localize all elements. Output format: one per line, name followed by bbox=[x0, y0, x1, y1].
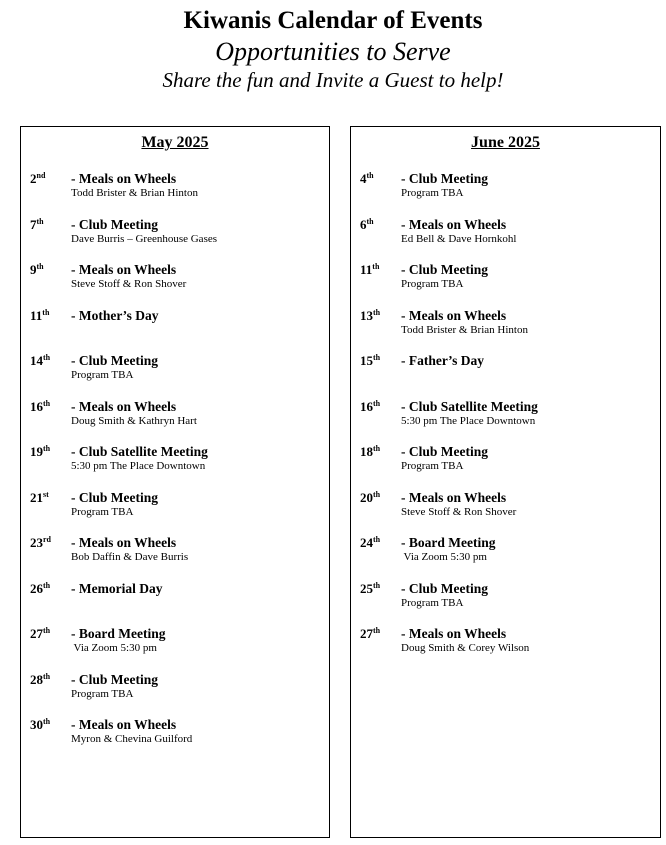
event-day-number: 16 bbox=[30, 398, 43, 414]
calendar-event bbox=[351, 489, 660, 535]
event-title: - Board Meeting bbox=[71, 626, 166, 641]
event-day-number: 27 bbox=[30, 626, 43, 641]
calendar-event bbox=[351, 580, 660, 626]
event-detail: Program TBA bbox=[401, 278, 464, 290]
event-detail: Program TBA bbox=[71, 505, 134, 518]
event-date bbox=[30, 170, 45, 187]
event-day-number: 28 bbox=[30, 671, 43, 687]
document-header bbox=[0, 6, 666, 93]
event-detail: Doug Smith & Kathryn Hart bbox=[71, 414, 197, 427]
event-date bbox=[360, 443, 380, 460]
event-day-number: 21 bbox=[30, 489, 43, 505]
calendar-event bbox=[21, 716, 329, 762]
calendar-event bbox=[21, 489, 329, 535]
event-detail: Todd Brister & Brian Hinton bbox=[401, 323, 528, 336]
event-list bbox=[351, 170, 660, 671]
event-detail: Bob Daffin & Dave Burris bbox=[71, 551, 189, 563]
event-title: - Father’s Day bbox=[401, 353, 484, 368]
event-list bbox=[21, 170, 329, 762]
event-date bbox=[360, 489, 380, 506]
event-date bbox=[360, 580, 380, 597]
calendar-event bbox=[21, 671, 329, 717]
event-detail: Via Zoom 5:30 pm bbox=[71, 642, 157, 654]
event-day-suffix: th bbox=[373, 535, 381, 544]
event-date bbox=[30, 580, 50, 597]
calendar-event bbox=[21, 261, 329, 307]
event-day-suffix: th bbox=[43, 398, 51, 408]
event-day-suffix: th bbox=[43, 717, 51, 726]
event-day-suffix: th bbox=[43, 671, 51, 681]
event-date bbox=[30, 398, 50, 415]
event-day-suffix: th bbox=[36, 262, 44, 271]
event-title: - Meals on Wheels bbox=[401, 216, 507, 232]
event-day-number: 7 bbox=[30, 216, 37, 232]
event-day-number: 2 bbox=[30, 171, 37, 186]
event-day-suffix: th bbox=[373, 489, 381, 499]
event-date bbox=[30, 625, 50, 642]
event-day-number: 18 bbox=[360, 444, 373, 459]
event-day-number: 11 bbox=[30, 307, 43, 323]
calendar-event bbox=[21, 443, 329, 489]
event-day-number: 23 bbox=[30, 535, 43, 550]
event-detail: Dave Burris – Greenhouse Gases bbox=[71, 232, 218, 245]
calendar-event bbox=[21, 170, 329, 216]
calendar-event bbox=[351, 170, 660, 216]
event-detail: 5:30 pm The Place Downtown bbox=[71, 460, 206, 472]
event-date bbox=[360, 625, 380, 642]
calendar-event bbox=[351, 625, 660, 671]
event-date bbox=[30, 534, 51, 551]
event-date bbox=[30, 716, 50, 733]
event-detail: Steve Stoff & Ron Shover bbox=[71, 278, 187, 290]
event-detail: Todd Brister & Brian Hinton bbox=[71, 187, 198, 199]
event-title: - Club Meeting bbox=[401, 171, 488, 186]
calendar-event bbox=[351, 534, 660, 580]
event-detail: Program TBA bbox=[401, 596, 464, 609]
event-day-number: 26 bbox=[30, 580, 43, 596]
event-detail: Program TBA bbox=[71, 369, 134, 381]
event-title: - Memorial Day bbox=[71, 580, 163, 596]
event-date bbox=[30, 261, 44, 278]
event-detail: Program TBA bbox=[401, 460, 464, 472]
event-day-suffix: rd bbox=[43, 535, 51, 544]
month-column-june bbox=[350, 126, 661, 838]
event-day-number: 15 bbox=[360, 353, 373, 368]
calendar-event bbox=[21, 398, 329, 444]
calendar-event bbox=[351, 307, 660, 353]
event-day-suffix: th bbox=[373, 353, 381, 362]
event-date bbox=[30, 307, 49, 324]
event-date bbox=[360, 307, 380, 324]
event-title: - Club Meeting bbox=[71, 353, 158, 368]
event-day-number: 13 bbox=[360, 307, 373, 323]
calendar-event bbox=[21, 534, 329, 580]
event-day-number: 25 bbox=[360, 580, 373, 596]
event-title: - Club Meeting bbox=[71, 216, 158, 232]
event-date bbox=[360, 216, 374, 233]
calendar-event bbox=[21, 625, 329, 671]
event-day-number: 9 bbox=[30, 262, 37, 277]
event-title: - Club Satellite Meeting bbox=[71, 444, 208, 459]
event-title: - Meals on Wheels bbox=[71, 398, 177, 414]
calendar-event bbox=[21, 580, 329, 626]
event-title: - Mother’s Day bbox=[71, 307, 159, 323]
calendar-event bbox=[351, 443, 660, 489]
event-date bbox=[30, 443, 50, 460]
event-date bbox=[360, 261, 379, 278]
event-day-suffix: th bbox=[43, 444, 51, 453]
calendar-event bbox=[351, 216, 660, 262]
event-day-suffix: th bbox=[373, 444, 381, 453]
event-day-number: 4 bbox=[360, 171, 367, 186]
document-tagline: Share the fun and Invite a Guest to help! bbox=[162, 68, 504, 92]
event-day-suffix: th bbox=[373, 398, 381, 408]
event-day-suffix: th bbox=[372, 262, 380, 271]
event-detail: Steve Stoff & Ron Shover bbox=[401, 505, 517, 518]
event-title: - Club Satellite Meeting bbox=[401, 398, 538, 414]
event-date bbox=[360, 352, 380, 369]
calendar-event bbox=[21, 307, 329, 353]
calendar-event bbox=[21, 216, 329, 262]
event-day-number: 27 bbox=[360, 626, 373, 641]
calendar-event bbox=[21, 352, 329, 398]
event-detail: Myron & Chevina Guilford bbox=[71, 733, 193, 745]
event-day-number: 14 bbox=[30, 353, 43, 368]
event-day-number: 11 bbox=[360, 262, 373, 277]
event-title: - Club Meeting bbox=[401, 262, 488, 277]
event-detail: Ed Bell & Dave Hornkohl bbox=[401, 232, 517, 245]
event-title: - Meals on Wheels bbox=[401, 626, 507, 641]
event-day-number: 20 bbox=[360, 489, 373, 505]
event-title: - Club Meeting bbox=[401, 580, 488, 596]
event-title: - Meals on Wheels bbox=[71, 171, 177, 186]
event-date bbox=[360, 534, 380, 551]
event-day-suffix: th bbox=[43, 626, 51, 635]
event-title: - Club Meeting bbox=[401, 444, 488, 459]
event-title: - Meals on Wheels bbox=[401, 307, 507, 323]
event-detail: Via Zoom 5:30 pm bbox=[401, 551, 487, 563]
event-day-number: 19 bbox=[30, 444, 43, 459]
event-title: - Club Meeting bbox=[71, 671, 158, 687]
event-date bbox=[360, 398, 380, 415]
event-title: - Board Meeting bbox=[401, 535, 496, 550]
event-day-suffix: th bbox=[43, 580, 51, 590]
event-day-suffix: nd bbox=[36, 171, 46, 180]
event-day-number: 30 bbox=[30, 717, 43, 732]
event-date bbox=[30, 489, 49, 506]
event-title: - Meals on Wheels bbox=[71, 262, 177, 277]
event-detail: Doug Smith & Corey Wilson bbox=[401, 642, 530, 654]
event-date bbox=[30, 671, 50, 688]
event-day-number: 6 bbox=[360, 216, 367, 232]
calendar-event bbox=[351, 352, 660, 398]
event-date bbox=[30, 352, 50, 369]
document-title: Kiwanis Calendar of Events bbox=[183, 7, 483, 34]
document-subtitle: Opportunities to Serve bbox=[215, 37, 451, 66]
event-day-number: 24 bbox=[360, 535, 373, 550]
event-title: - Club Meeting bbox=[71, 489, 158, 505]
event-detail: 5:30 pm The Place Downtown bbox=[401, 414, 536, 427]
event-day-suffix: st bbox=[43, 489, 49, 499]
event-day-suffix: th bbox=[366, 171, 374, 180]
month-heading: June 2025 bbox=[471, 134, 540, 151]
month-heading: May 2025 bbox=[141, 134, 209, 151]
event-day-suffix: th bbox=[43, 353, 51, 362]
event-date bbox=[30, 216, 44, 233]
event-day-suffix: th bbox=[373, 580, 381, 590]
event-title: - Meals on Wheels bbox=[401, 489, 507, 505]
event-day-suffix: th bbox=[373, 307, 381, 317]
event-day-suffix: th bbox=[366, 216, 374, 226]
event-day-suffix: th bbox=[373, 626, 381, 635]
calendar-event bbox=[351, 398, 660, 444]
event-title: - Meals on Wheels bbox=[71, 717, 177, 732]
event-day-suffix: th bbox=[42, 307, 50, 317]
event-day-number: 16 bbox=[360, 398, 373, 414]
event-detail: Program TBA bbox=[71, 687, 134, 700]
event-date bbox=[360, 170, 374, 187]
event-title: - Meals on Wheels bbox=[71, 535, 177, 550]
event-detail: Program TBA bbox=[401, 187, 464, 199]
event-day-suffix: th bbox=[36, 216, 44, 226]
month-column-may bbox=[20, 126, 330, 838]
calendar-event bbox=[351, 261, 660, 307]
